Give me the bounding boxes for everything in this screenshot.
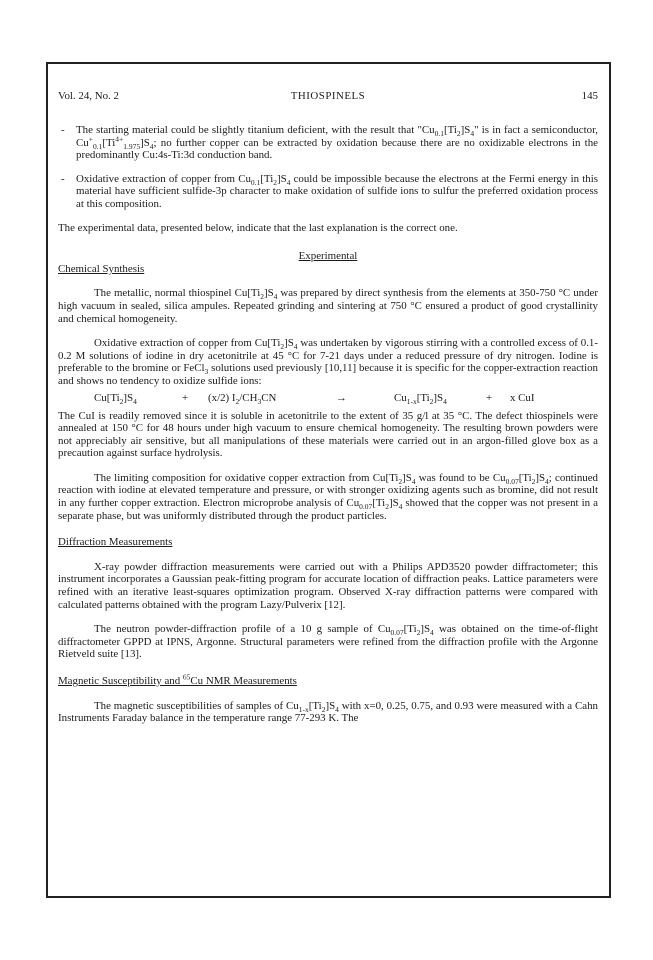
subsection-heading-magnetic: Magnetic Susceptibility and $^{65}$Cu NMR Measurements xyxy=(58,672,297,687)
bullet-item xyxy=(58,173,598,211)
eq-plus: + xyxy=(486,391,493,404)
intro-paragraph: The experimental data, presented below, indicate that the last explanation is the correct one. xyxy=(58,221,458,234)
paragraph: The neutron powder-diffraction profile of a 10 g sample of $Cu_{0.07}[Ti_2]S_4$ was obtained on the time-of-flight diffractometer GPPD at IPNS, Argonne. Structural parameters were refined from the diffraction profile with the Argonne Rietveld suite [13]. xyxy=(58,623,598,661)
paragraph: X-ray powder diffraction measurements were carried out with a Philips APD3520 powder diffractometer; this instrument incorporates a Gaussian peak-fitting program for accurate location of diffraction peaks. Lattice parameters were refined with an iterative least-squares optimization program. Observed X-ray diffraction patterns were compared with calculated patterns obtained with the program Lazy/Pulverix [12]. xyxy=(58,560,598,611)
eq-reactant-2: (x/2) $I_2/CH_3CN$ xyxy=(208,391,277,406)
eq-plus: + xyxy=(182,391,189,404)
paragraph: The CuI is readily removed since it is soluble in acetonitrile to the extent of 35 g/l at 35 °C. The defect thiospinels were annealed at 150 °C for 48 hours under high vacuum to ensure chemical homogeneity. The resulting brown powders were not appreciably air sensitive, but all manipulations of these materials were carried out in an argon-filled glove box as a precaution against surface hydrolysis. xyxy=(58,409,598,460)
page-content xyxy=(58,90,598,725)
eq-reactant-1: $Cu[Ti_2]S_4$ xyxy=(94,391,137,406)
bullet-text: The starting material could be slightly titanium deficient, with the result that "$Cu_{0.1}[Ti_2]S_4$" is in fact a semiconductor, $Cu^+_{0.1}[Ti^{4+}_{1.975}]S_4$; no further copper can be extracted by oxidation because there are no oxidizable electrons in the predominantly Cu:4s-Ti:3d conduction band. xyxy=(76,124,598,162)
eq-product-1: $Cu_{1-x}[Ti_2]S_4$ xyxy=(394,391,447,406)
running-header xyxy=(58,90,598,104)
eq-product-2: x CuI xyxy=(510,391,535,404)
running-title: THIOSPINELS xyxy=(290,90,366,102)
eq-arrow: → xyxy=(336,391,347,404)
subsection-heading-diffraction: Diffraction Measurements xyxy=(58,536,173,549)
paragraph: Oxidative extraction of copper from $Cu[Ti_2]S_4$ was undertaken by vigorous stirring with a controlled excess of 0.1-0.2 M solutions of iodine in dry acetonitrile at 45 °C for 7-21 days under a reduced pressure of dry nitrogen. Iodine is preferable to the bromine or FeCl$_3$ solutions used previously [10,11] because it is specific for the copper-extraction reaction and shows no tendency to oxidize sulfide ions: xyxy=(58,337,598,387)
bullet-dash: - xyxy=(61,172,65,185)
bullet-text: Oxidative extraction of copper from $Cu_{0.1}[Ti_2]S_4$ could be impossible because the electrons at the Fermi energy in this material have sufficient sulfide-3p character to make oxidation of sulfide ions to sulfur the preferred oxidation process at this composition. xyxy=(76,172,598,210)
paragraph: The metallic, normal thiospinel $Cu[Ti_2]S_4$ was prepared by direct synthesis from the elements at 350-750 °C under high vacuum in sealed, silica ampules. Repeated grinding and sintering at 750 °C ensured a product of good crystallinity and chemical homogeneity. xyxy=(58,287,598,325)
journal-volume: Vol. 24, No. 2 xyxy=(58,90,119,102)
subsection-heading-chemical-synthesis: Chemical Synthesis xyxy=(58,262,145,275)
bullet-dash: - xyxy=(61,124,65,136)
paragraph: The limiting composition for oxidative copper extraction from $Cu[Ti_2]S_4$ was found to be $Cu_{0.07}[Ti_2]S_4$; continued reaction with iodine at elevated temperature and pressure, or with stronger oxidizing agents such as bromine, did not result in any further copper extraction. Electron microprobe analysis of $Cu_{0.07}[Ti_2]S_4$ showed that the copper was not present in a separate phase, but was uniformly distributed through the product particles. xyxy=(58,471,599,522)
page-number: 145 xyxy=(581,90,598,102)
section-heading-experimental: Experimental xyxy=(298,250,358,263)
bullet-item xyxy=(58,124,598,162)
paragraph: The magnetic susceptibilities of samples of $Cu_{1-x}[Ti_2]S_4$ with x=0, 0.25, 0.75, and 0.93 were measured with a Cahn Instruments Faraday balance in the temperature range 77-293 K. The xyxy=(58,699,599,725)
reaction-equation xyxy=(58,392,598,406)
